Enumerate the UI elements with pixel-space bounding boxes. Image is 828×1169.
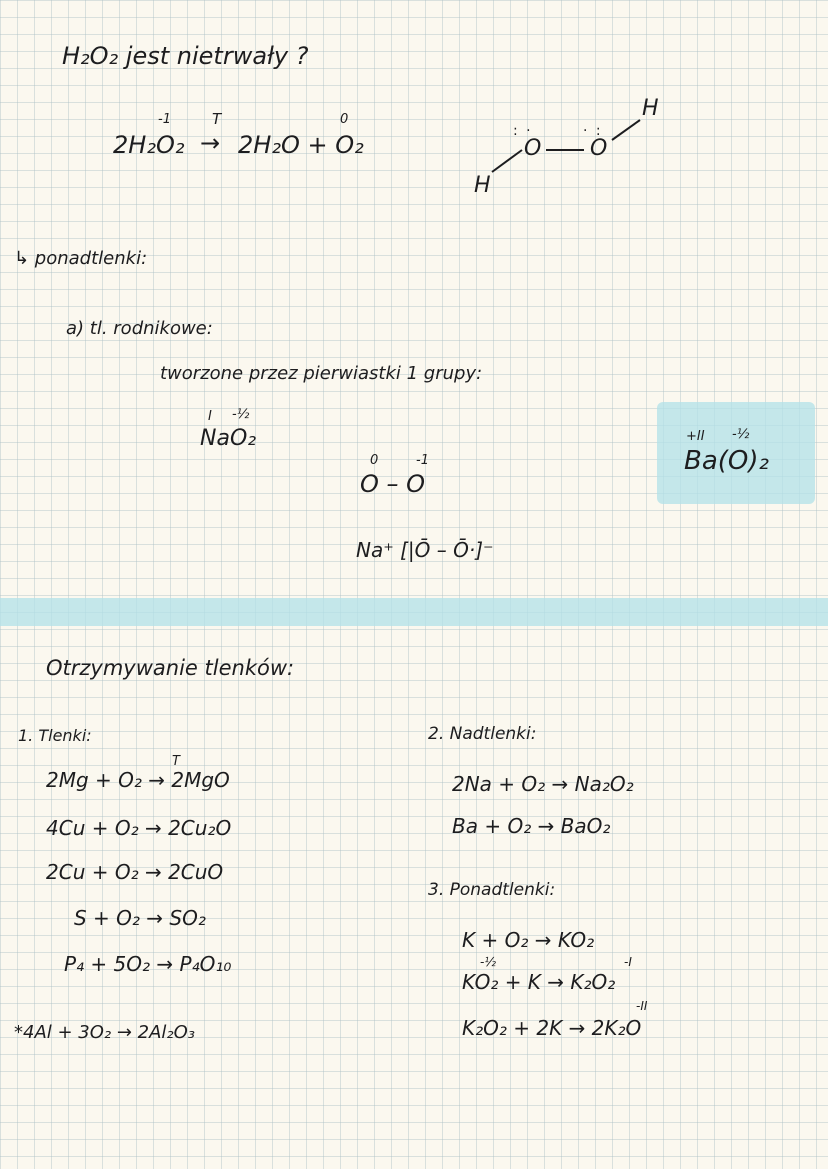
peroxides-eq1: 2Na + O₂ → Na₂O₂ — [452, 772, 634, 796]
superoxides-heading: 3. Ponadtlenki: — [428, 880, 556, 900]
oxides-eq2: 4Cu + O₂ → 2Cu₂O — [46, 816, 232, 840]
radical-ox-na: I — [208, 409, 212, 424]
superoxides-eq3: K₂O₂ + 2K → 2K₂O — [462, 1016, 642, 1040]
peroxides-eq2: Ba + O₂ → BaO₂ — [452, 814, 611, 838]
bond-ox-right: -1 — [416, 453, 429, 468]
reaction-condition: T — [212, 110, 222, 128]
reaction-ox-h2o2: -1 — [158, 112, 171, 127]
superoxides-eq2: KO₂ + K → K₂O₂ — [462, 970, 616, 994]
ionic-formula: Na⁺ [|Ō – Ō·]⁻ — [356, 538, 494, 562]
radical-note: tworzone przez pierwiastki 1 grupy: — [160, 363, 483, 384]
oxides-eq1: 2Mg + O₂ → 2MgO — [46, 768, 230, 792]
reaction-arrow: → — [200, 129, 221, 157]
side-box-ox-o: -½ — [732, 427, 750, 442]
atom-h2: H — [642, 96, 659, 121]
oxides-eq3: 2Cu + O₂ → 2CuO — [46, 860, 224, 884]
superoxides-eq1: K + O₂ → KO₂ — [462, 928, 595, 952]
lone-pairs-o2: · : — [583, 123, 603, 139]
radical-heading: a) tl. rodnikowe: — [66, 318, 213, 339]
reaction-left: 2H₂O₂ — [113, 131, 185, 159]
bond-ox-left: 0 — [370, 453, 379, 468]
reaction-right: 2H₂O + O₂ — [238, 131, 364, 159]
superoxides-eq2-ox-right: -I — [624, 955, 632, 969]
radical-formula: NaO₂ — [200, 426, 257, 451]
radical-ox-o: -½ — [232, 407, 250, 422]
obtaining-heading: Otrzymywanie tlenków: — [46, 656, 295, 680]
atom-o2: O — [590, 136, 608, 161]
section-label: ↳ ponadtlenki: — [14, 248, 148, 269]
superoxides-eq3-ox: -II — [636, 999, 648, 1013]
oxides-eq1-condition: T — [172, 754, 180, 769]
bond-formula: O – O — [360, 470, 426, 498]
side-box-ox-ba: +II — [686, 429, 705, 444]
reaction-ox-o2: 0 — [340, 112, 349, 127]
superoxides-eq2-ox-left: -½ — [480, 955, 496, 969]
page-title: H₂O₂ jest nietrwały ? — [62, 42, 309, 70]
peroxides-heading: 2. Nadtlenki: — [428, 724, 537, 744]
atom-o1: O — [524, 136, 542, 161]
oxides-eq6: *4Al + 3O₂ → 2Al₂O₃ — [14, 1022, 196, 1043]
lone-pairs-o1: : · — [513, 123, 533, 139]
oxides-eq5: P₄ + 5O₂ → P₄O₁₀ — [64, 952, 232, 976]
side-box-formula: Ba(O)₂ — [684, 446, 769, 476]
oxides-eq4: S + O₂ → SO₂ — [74, 906, 206, 930]
oxides-heading: 1. Tlenki: — [18, 726, 92, 745]
atom-h1: H — [474, 173, 491, 198]
